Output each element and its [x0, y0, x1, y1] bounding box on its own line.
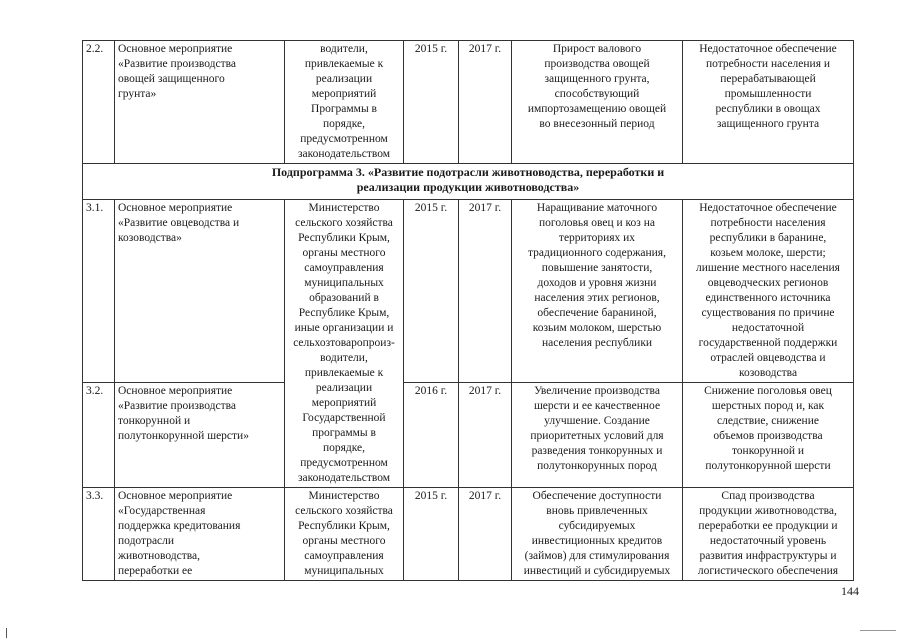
expected-result-cell — [512, 41, 683, 164]
text-line: «Развитие производства — [118, 400, 237, 412]
text-line: Недостаточное обеспечение — [699, 202, 837, 214]
start-year-cell: 2015 г. — [404, 200, 459, 383]
text-line: реализации — [315, 73, 373, 85]
start-year-cell: 2015 г. — [404, 41, 459, 164]
text-line: мероприятий — [311, 397, 377, 409]
text-line: разведения тонкорунных и — [531, 445, 663, 457]
text-line: защищенного грунта, — [544, 73, 650, 85]
text-line: Министерство — [308, 490, 380, 502]
text-line: тонкорунной и — [118, 415, 191, 427]
text-line: шерсти и ее качественное — [533, 400, 661, 412]
text-line: Спад производства — [721, 490, 815, 502]
text-line: полутонкорунных пород — [537, 460, 657, 472]
text-line: козоводства — [738, 367, 798, 379]
text-line: населения республики — [541, 337, 653, 349]
executor-cell — [285, 488, 404, 581]
text-line: Основное мероприятие — [118, 385, 233, 397]
text-line: единственного источника — [705, 292, 831, 304]
text-line: (займов) для стимулирования — [524, 550, 670, 562]
text-line: образований в — [309, 292, 379, 304]
text-line: реализации продукции животноводства» — [356, 180, 580, 194]
text-line: Программы в — [311, 103, 377, 115]
text-line: тонкорунной и — [731, 445, 805, 457]
text-line: территориях их — [558, 232, 636, 244]
text-line: промышленности — [724, 88, 812, 100]
row-number: 3.3. — [83, 488, 115, 581]
text-line: реализации — [315, 382, 373, 394]
text-line: переработки ее — [118, 565, 193, 577]
text-line: развития инфраструктуры и — [699, 550, 837, 562]
executor-cell-merged — [285, 200, 404, 488]
text-line: «Развитие овцеводства и — [118, 217, 240, 229]
table-row — [83, 41, 854, 164]
text-line: логистического обеспечения — [697, 565, 839, 577]
text-line: государственной поддержки — [698, 337, 838, 349]
consequence-cell — [683, 41, 854, 164]
text-line: полутонкорунной шерсти» — [118, 430, 249, 442]
row-number: 2.2. — [83, 41, 115, 164]
text-line: мероприятий — [311, 88, 377, 100]
text-line: производства овощей — [544, 58, 650, 70]
text-line: органы местного — [302, 535, 386, 547]
text-line: вновь привлеченных — [546, 505, 648, 517]
text-line: подотрасли — [118, 535, 175, 547]
text-line: порядке, — [322, 442, 366, 454]
text-line: овцеводческих регионов — [707, 277, 829, 289]
text-line: доходов и уровня жизни — [537, 277, 657, 289]
text-line: Наращивание маточного — [536, 202, 658, 214]
end-year-cell: 2017 г. — [459, 488, 512, 581]
text-line: повышение занятости, — [541, 262, 653, 274]
row-number: 3.2. — [83, 383, 115, 488]
text-line: Основное мероприятие — [118, 43, 233, 55]
text-line: порядке, — [322, 118, 366, 130]
text-line: козоводства» — [118, 232, 182, 244]
measure-cell — [115, 200, 285, 383]
text-line: Республике Крым, — [298, 307, 390, 319]
text-line: «Развитие производства — [118, 58, 237, 70]
text-line: «Государственная — [118, 505, 206, 517]
consequence-cell — [683, 200, 854, 383]
text-line: Подпрограмма 3. «Развитие подотрасли животноводства, переработки и — [271, 165, 665, 179]
text-line: водители, — [320, 43, 368, 55]
text-line: лишение местного населения — [696, 262, 840, 274]
text-line: недостаточной — [731, 322, 805, 334]
start-year-cell: 2015 г. — [404, 488, 459, 581]
measure-cell — [115, 41, 285, 164]
expected-result-cell — [512, 488, 683, 581]
text-line: козьим молоком, шерстью — [532, 322, 662, 334]
consequence-cell — [683, 383, 854, 488]
text-line: сельского хозяйства — [295, 217, 393, 229]
expected-result-cell — [512, 200, 683, 383]
text-line: отраслей овцеводства и — [710, 352, 826, 364]
text-line: приоритетных условий для — [530, 430, 664, 442]
text-line: обеспечение бараниной, — [537, 307, 657, 319]
text-line: овощей защищенного — [118, 73, 225, 85]
text-line: Республики Крым, — [298, 520, 390, 532]
text-line: законодательством — [297, 472, 391, 484]
text-line: объемов производства — [713, 430, 823, 442]
text-line: во внесезонный период — [539, 118, 655, 130]
text-line: субсидируемых — [558, 520, 636, 532]
text-line: Основное мероприятие — [118, 202, 233, 214]
text-line: сельхозтоваропроиз- — [293, 337, 395, 349]
text-line: поголовья овец и коз на — [539, 217, 655, 229]
text-line: водители, — [320, 352, 368, 364]
end-year-cell: 2017 г. — [459, 383, 512, 488]
text-line: защищенного грунта — [716, 118, 820, 130]
table-row — [83, 488, 854, 581]
program-measures-table — [82, 40, 854, 581]
text-line: поддержка кредитования — [118, 520, 241, 532]
text-line: перерабатывающей — [720, 73, 816, 85]
table-row — [83, 383, 854, 488]
text-line: Обеспечение доступности — [532, 490, 662, 502]
text-line: продукции животноводства, — [699, 505, 837, 517]
text-line: Увеличение производства — [534, 385, 660, 397]
text-line: импортозамещению овощей — [527, 103, 667, 115]
text-line: сельского хозяйства — [295, 505, 393, 517]
subprogram-title — [83, 164, 854, 200]
text-line: Недостаточное обеспечение — [699, 43, 837, 55]
scan-mark — [860, 630, 896, 631]
text-line: переработки ее продукции и — [698, 520, 838, 532]
end-year-cell: 2017 г. — [459, 200, 512, 383]
text-line: шерстных пород и, как — [711, 400, 825, 412]
text-line: Прирост валового — [552, 43, 642, 55]
text-line: муниципальных — [304, 277, 384, 289]
text-line: Государственной — [302, 412, 386, 424]
table-row — [83, 200, 854, 383]
text-line: иные организации и — [294, 322, 394, 334]
executor-cell — [285, 41, 404, 164]
expected-result-cell — [512, 383, 683, 488]
text-line: республики в овощах — [715, 103, 821, 115]
text-line: недостаточный уровень — [709, 535, 827, 547]
text-line: привлекаемые к — [304, 58, 384, 70]
consequence-cell — [683, 488, 854, 581]
text-line: органы местного — [302, 247, 386, 259]
text-line: самоуправления — [304, 262, 384, 274]
text-line: законодательством — [297, 148, 391, 160]
text-line: привлекаемые к — [304, 367, 384, 379]
text-line: программы в — [312, 427, 376, 439]
text-line: способствующий — [554, 88, 640, 100]
end-year-cell: 2017 г. — [459, 41, 512, 164]
text-line: Основное мероприятие — [118, 490, 233, 502]
text-line: потребности населения и — [705, 58, 831, 70]
text-line: грунта» — [118, 88, 157, 100]
text-line: Республики Крым, — [298, 232, 390, 244]
scan-mark — [6, 628, 7, 638]
text-line: населения этих регионов, — [534, 292, 660, 304]
subprogram-heading-row — [83, 164, 854, 200]
page-number: 144 — [841, 584, 859, 598]
text-line: предусмотренном — [300, 133, 388, 145]
text-line: следствие, снижение — [717, 415, 819, 427]
text-line: полутонкорунной шерсти — [705, 460, 831, 472]
text-line: животноводства, — [118, 550, 200, 562]
text-line: муниципальных — [304, 565, 384, 577]
text-line: существования по причине — [701, 307, 835, 319]
text-line: самоуправления — [304, 550, 384, 562]
measure-cell — [115, 488, 285, 581]
text-line: потребности населения — [710, 217, 826, 229]
text-line: улучшение. Создание — [544, 415, 650, 427]
row-number: 3.1. — [83, 200, 115, 383]
text-line: Снижение поголовья овец — [704, 385, 832, 397]
text-line: традиционного содержания, — [528, 247, 666, 259]
measure-cell — [115, 383, 285, 488]
start-year-cell: 2016 г. — [404, 383, 459, 488]
text-line: предусмотренном — [300, 457, 388, 469]
text-line: инвестиций и субсидируемых — [523, 565, 671, 577]
text-line: Министерство — [308, 202, 380, 214]
text-line: республики в баранине, — [709, 232, 827, 244]
text-line: козьем молоке, шерсти; — [710, 247, 826, 259]
text-line: инвестиционных кредитов — [531, 535, 663, 547]
